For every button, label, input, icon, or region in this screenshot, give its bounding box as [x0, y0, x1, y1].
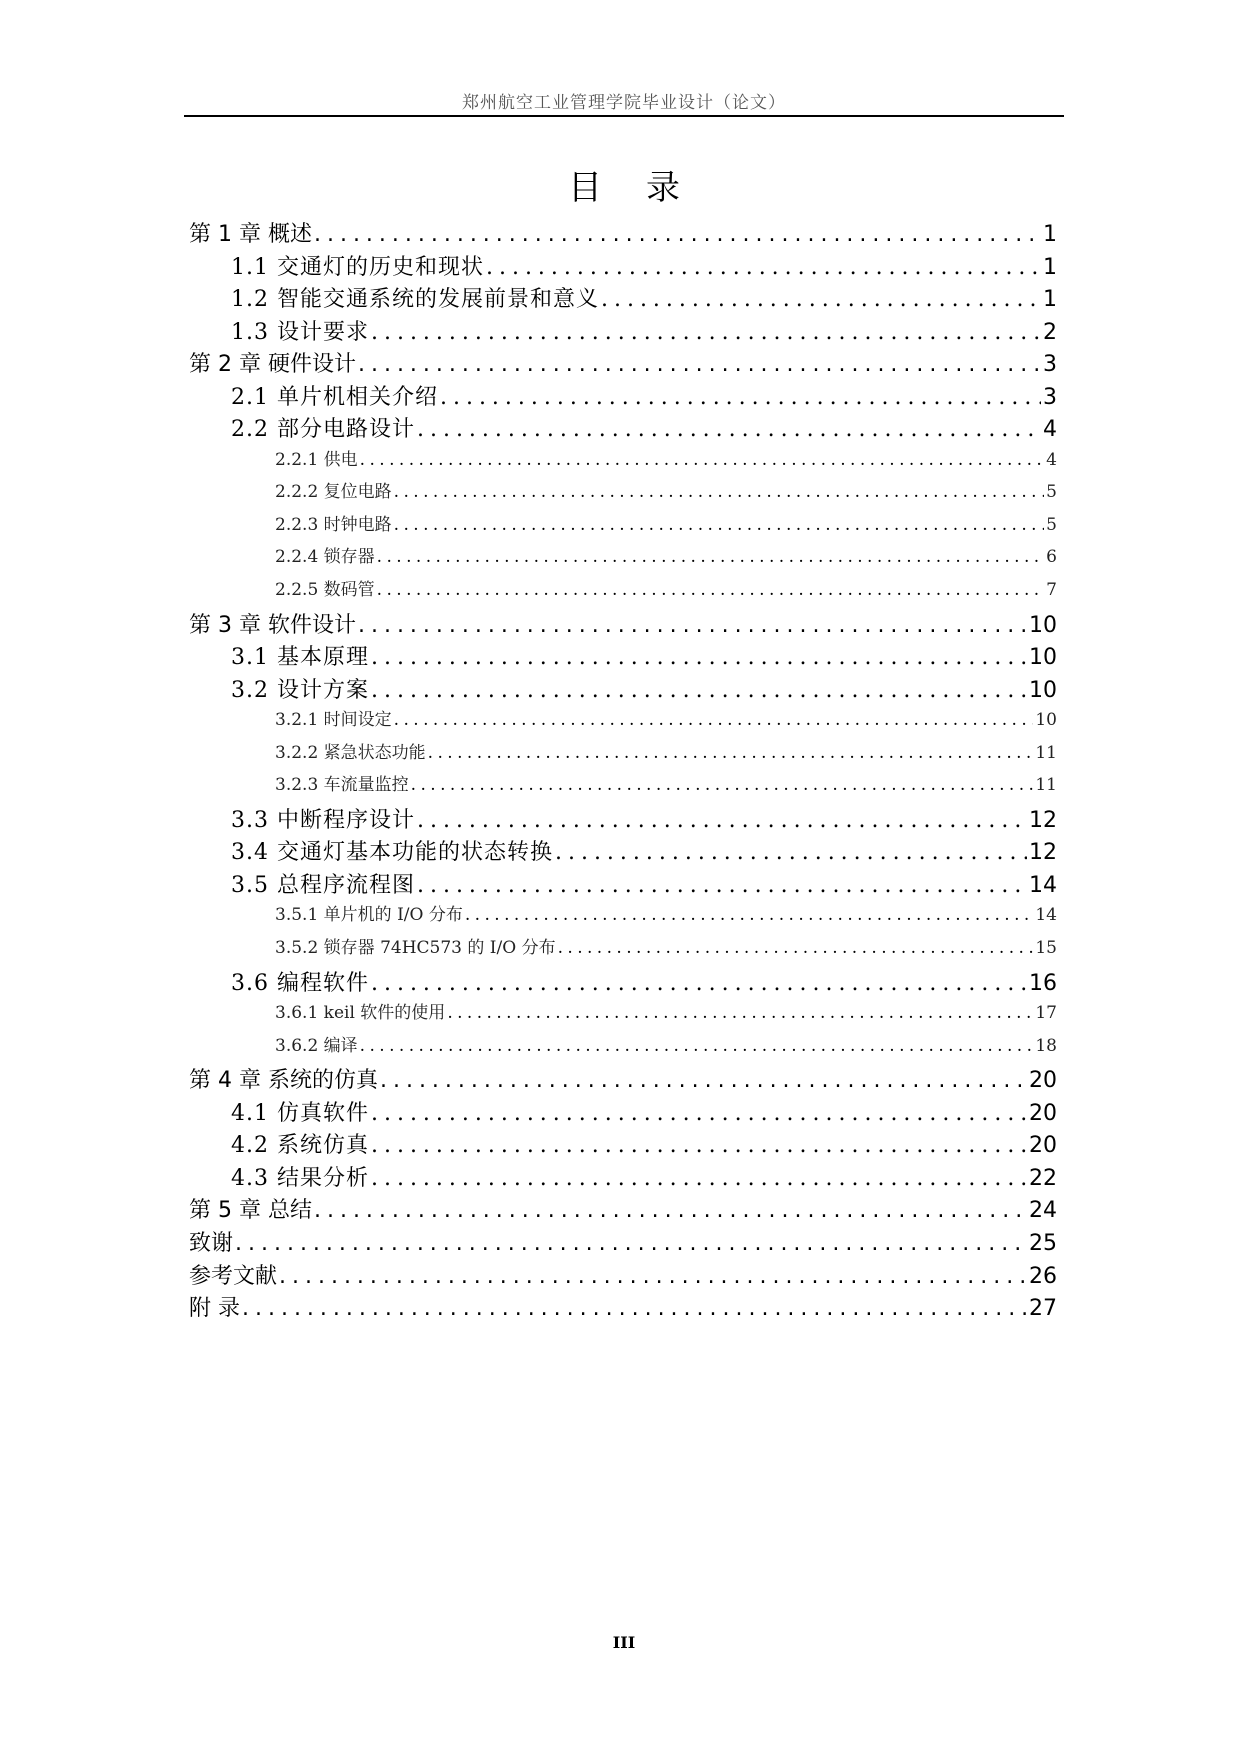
toc-entry-page-number: 1	[1043, 222, 1057, 247]
toc-entry[interactable]	[189, 835, 1057, 868]
toc-entry[interactable]	[189, 738, 1057, 771]
header-divider	[184, 115, 1064, 117]
toc-entry[interactable]	[189, 510, 1057, 543]
toc-entry-label: 3.2.2 紧急状态功能	[275, 742, 426, 763]
toc-dot-leader	[371, 1166, 1027, 1191]
toc-entry[interactable]	[189, 445, 1057, 478]
toc-entry[interactable]	[189, 1096, 1057, 1129]
toc-entry-label: 3.2 设计方案	[231, 677, 369, 703]
toc-entry-label: 1.2 智能交通系统的发展前景和意义	[231, 287, 599, 313]
toc-dot-leader	[235, 1231, 1027, 1256]
toc-entry-page-number: 20	[1029, 1068, 1057, 1094]
toc-entry-label: 2.2.5 数码管	[275, 580, 375, 601]
toc-entry[interactable]	[189, 542, 1057, 575]
toc-entry-label: 3.2.1 时间设定	[275, 710, 392, 731]
toc-entry-label: 第 4 章 系统的仿真	[189, 1068, 378, 1094]
toc-dot-leader	[428, 743, 1034, 763]
toc-dot-leader	[394, 482, 1045, 502]
toc-entry[interactable]	[189, 1161, 1057, 1194]
toc-entry[interactable]	[189, 1226, 1057, 1259]
toc-entry[interactable]	[189, 1259, 1057, 1292]
toc-entry-page-number: 15	[1035, 938, 1057, 959]
toc-entry-label: 第 3 章 软件设计	[189, 612, 356, 638]
toc-dot-leader	[417, 873, 1027, 898]
toc-entry[interactable]	[189, 1031, 1057, 1064]
toc-entry-page-number: 10	[1035, 710, 1057, 731]
toc-entry[interactable]	[189, 217, 1057, 250]
toc-entry-page-number: 4	[1043, 417, 1057, 443]
toc-entry[interactable]	[189, 1193, 1057, 1226]
toc-dot-leader	[377, 547, 1045, 567]
toc-entry[interactable]	[189, 315, 1057, 348]
toc-entry[interactable]	[189, 966, 1057, 999]
toc-dot-leader	[440, 385, 1041, 410]
toc-entry-page-number: 11	[1035, 742, 1057, 763]
toc-dot-leader	[380, 1068, 1027, 1093]
toc-dot-leader	[371, 320, 1041, 345]
toc-entry-page-number: 5	[1046, 482, 1057, 503]
toc-dot-leader	[371, 1133, 1027, 1158]
toc-dot-leader	[314, 222, 1041, 247]
toc-dot-leader	[417, 417, 1041, 442]
toc-entry-page-number: 1	[1043, 254, 1057, 280]
toc-entry-page-number: 22	[1029, 1165, 1057, 1191]
toc-dot-leader	[360, 450, 1045, 470]
toc-entry-page-number: 4	[1046, 449, 1057, 470]
toc-entry[interactable]	[189, 380, 1057, 413]
toc-entry-label: 3.4 交通灯基本功能的状态转换	[231, 840, 553, 866]
toc-dot-leader	[558, 938, 1034, 958]
toc-entry[interactable]	[189, 1128, 1057, 1161]
toc-entry-label: 3.6 编程软件	[231, 970, 369, 996]
toc-dot-leader	[371, 678, 1027, 703]
toc-entry-label: 3.5.1 单片机的 I/O 分布	[275, 905, 463, 926]
toc-entry-label: 2.2.3 时钟电路	[275, 514, 392, 535]
toc-entry-label: 第 2 章 硬件设计	[189, 352, 356, 378]
toc-dot-leader	[279, 1264, 1027, 1289]
toc-dot-leader	[394, 515, 1045, 535]
toc-entry-label: 致谢	[189, 1230, 234, 1256]
toc-entry-label: 3.6.1 keil 软件的使用	[275, 1003, 446, 1024]
toc-entry-label: 3.2.3 车流量监控	[275, 775, 409, 796]
toc-entry-page-number: 24	[1029, 1198, 1057, 1224]
toc-entry-label: 2.2.2 复位电路	[275, 482, 392, 503]
toc-dot-leader	[314, 1198, 1027, 1223]
toc-entry[interactable]	[189, 900, 1057, 933]
toc-dot-leader	[486, 255, 1041, 280]
toc-entry-label: 2.2 部分电路设计	[231, 417, 415, 443]
toc-entry-page-number: 5	[1046, 514, 1057, 535]
toc-dot-leader	[371, 645, 1027, 670]
toc-entry-page-number: 1	[1043, 287, 1057, 313]
toc-entry-page-number: 2	[1043, 319, 1057, 345]
toc-entry[interactable]	[189, 803, 1057, 836]
toc-entry-page-number: 14	[1035, 905, 1057, 926]
toc-entry-page-number: 14	[1029, 872, 1057, 898]
toc-dot-leader	[601, 287, 1041, 312]
toc-entry[interactable]	[189, 347, 1057, 380]
toc-dot-leader	[417, 808, 1027, 833]
toc-entry-page-number: 6	[1046, 547, 1057, 568]
toc-entry-page-number: 3	[1043, 384, 1057, 410]
toc-entry-label: 4.1 仿真软件	[231, 1100, 369, 1126]
toc-dot-leader	[360, 1036, 1034, 1056]
toc-entry-label: 1.3 设计要求	[231, 319, 369, 345]
toc-entry-page-number: 11	[1035, 775, 1057, 796]
toc-entry-page-number: 10	[1029, 645, 1057, 671]
toc-entry-label: 2.2.1 供电	[275, 449, 358, 470]
page-number: III	[612, 1633, 636, 1652]
toc-entry-page-number: 12	[1029, 807, 1057, 833]
toc-entry-label: 3.3 中断程序设计	[231, 807, 415, 833]
toc-dot-leader	[242, 1296, 1027, 1321]
toc-dot-leader	[358, 352, 1041, 377]
running-header: 郑州航空工业管理学院毕业设计（论文）	[462, 93, 786, 113]
toc-entry[interactable]	[189, 705, 1057, 738]
toc-entry-page-number: 3	[1043, 352, 1057, 378]
toc-dot-leader	[411, 775, 1034, 795]
toc-entry-page-number: 27	[1029, 1296, 1057, 1322]
toc-dot-leader	[371, 971, 1027, 996]
toc-entry[interactable]	[189, 868, 1057, 901]
toc-entry[interactable]	[189, 477, 1057, 510]
toc-entry-label: 参考文献	[189, 1263, 278, 1289]
toc-dot-leader	[447, 1003, 1033, 1023]
toc-entry-label: 3.5 总程序流程图	[231, 872, 415, 898]
toc-entry-label: 第 5 章 总结	[189, 1198, 312, 1224]
toc-entry-label: 3.5.2 锁存器 74HC573 的 I/O 分布	[275, 938, 556, 959]
toc-dot-leader	[465, 905, 1034, 925]
toc-entry-page-number: 10	[1029, 612, 1057, 638]
toc-entry-page-number: 25	[1029, 1230, 1057, 1256]
toc-entry-label: 3.1 基本原理	[231, 645, 369, 671]
toc-entry[interactable]	[189, 770, 1057, 803]
toc-dot-leader	[377, 580, 1045, 600]
toc-entry[interactable]	[189, 1063, 1057, 1096]
toc-entry[interactable]	[189, 640, 1057, 673]
toc-entry-page-number: 7	[1046, 580, 1057, 601]
toc-dot-leader	[358, 613, 1027, 638]
toc-entry[interactable]	[189, 250, 1057, 283]
toc-entry-page-number: 20	[1029, 1133, 1057, 1159]
toc-entry-label: 2.1 单片机相关介绍	[231, 384, 438, 410]
toc-entry[interactable]	[189, 673, 1057, 706]
toc-entry-page-number: 10	[1029, 677, 1057, 703]
toc-entry-page-number: 16	[1029, 970, 1057, 996]
toc-entry[interactable]	[189, 282, 1057, 315]
toc-entry-page-number: 17	[1035, 1003, 1057, 1024]
toc-entry-page-number: 26	[1029, 1263, 1057, 1289]
toc-entry-label: 附 录	[189, 1296, 240, 1322]
toc-dot-leader	[555, 840, 1027, 865]
toc-entry[interactable]	[189, 412, 1057, 445]
toc-entry-page-number: 20	[1029, 1100, 1057, 1126]
toc-entry-page-number: 18	[1035, 1035, 1057, 1056]
toc-entry-label: 4.3 结果分析	[231, 1165, 369, 1191]
toc-entry-label: 2.2.4 锁存器	[275, 547, 375, 568]
toc-entry[interactable]	[189, 998, 1057, 1031]
toc-entry-label: 4.2 系统仿真	[231, 1133, 369, 1159]
toc-entry-label: 3.6.2 编译	[275, 1035, 358, 1056]
toc-entry[interactable]	[189, 1291, 1057, 1324]
toc-entry[interactable]	[189, 933, 1057, 966]
toc-title: 目录	[568, 168, 724, 208]
table-of-contents	[189, 217, 1057, 1324]
toc-entry-label: 1.1 交通灯的历史和现状	[231, 254, 484, 280]
toc-dot-leader	[394, 710, 1034, 730]
toc-dot-leader	[371, 1101, 1027, 1126]
toc-entry[interactable]	[189, 575, 1057, 608]
toc-entry[interactable]	[189, 608, 1057, 641]
toc-entry-label: 第 1 章 概述	[189, 222, 312, 247]
toc-entry-page-number: 12	[1029, 840, 1057, 866]
